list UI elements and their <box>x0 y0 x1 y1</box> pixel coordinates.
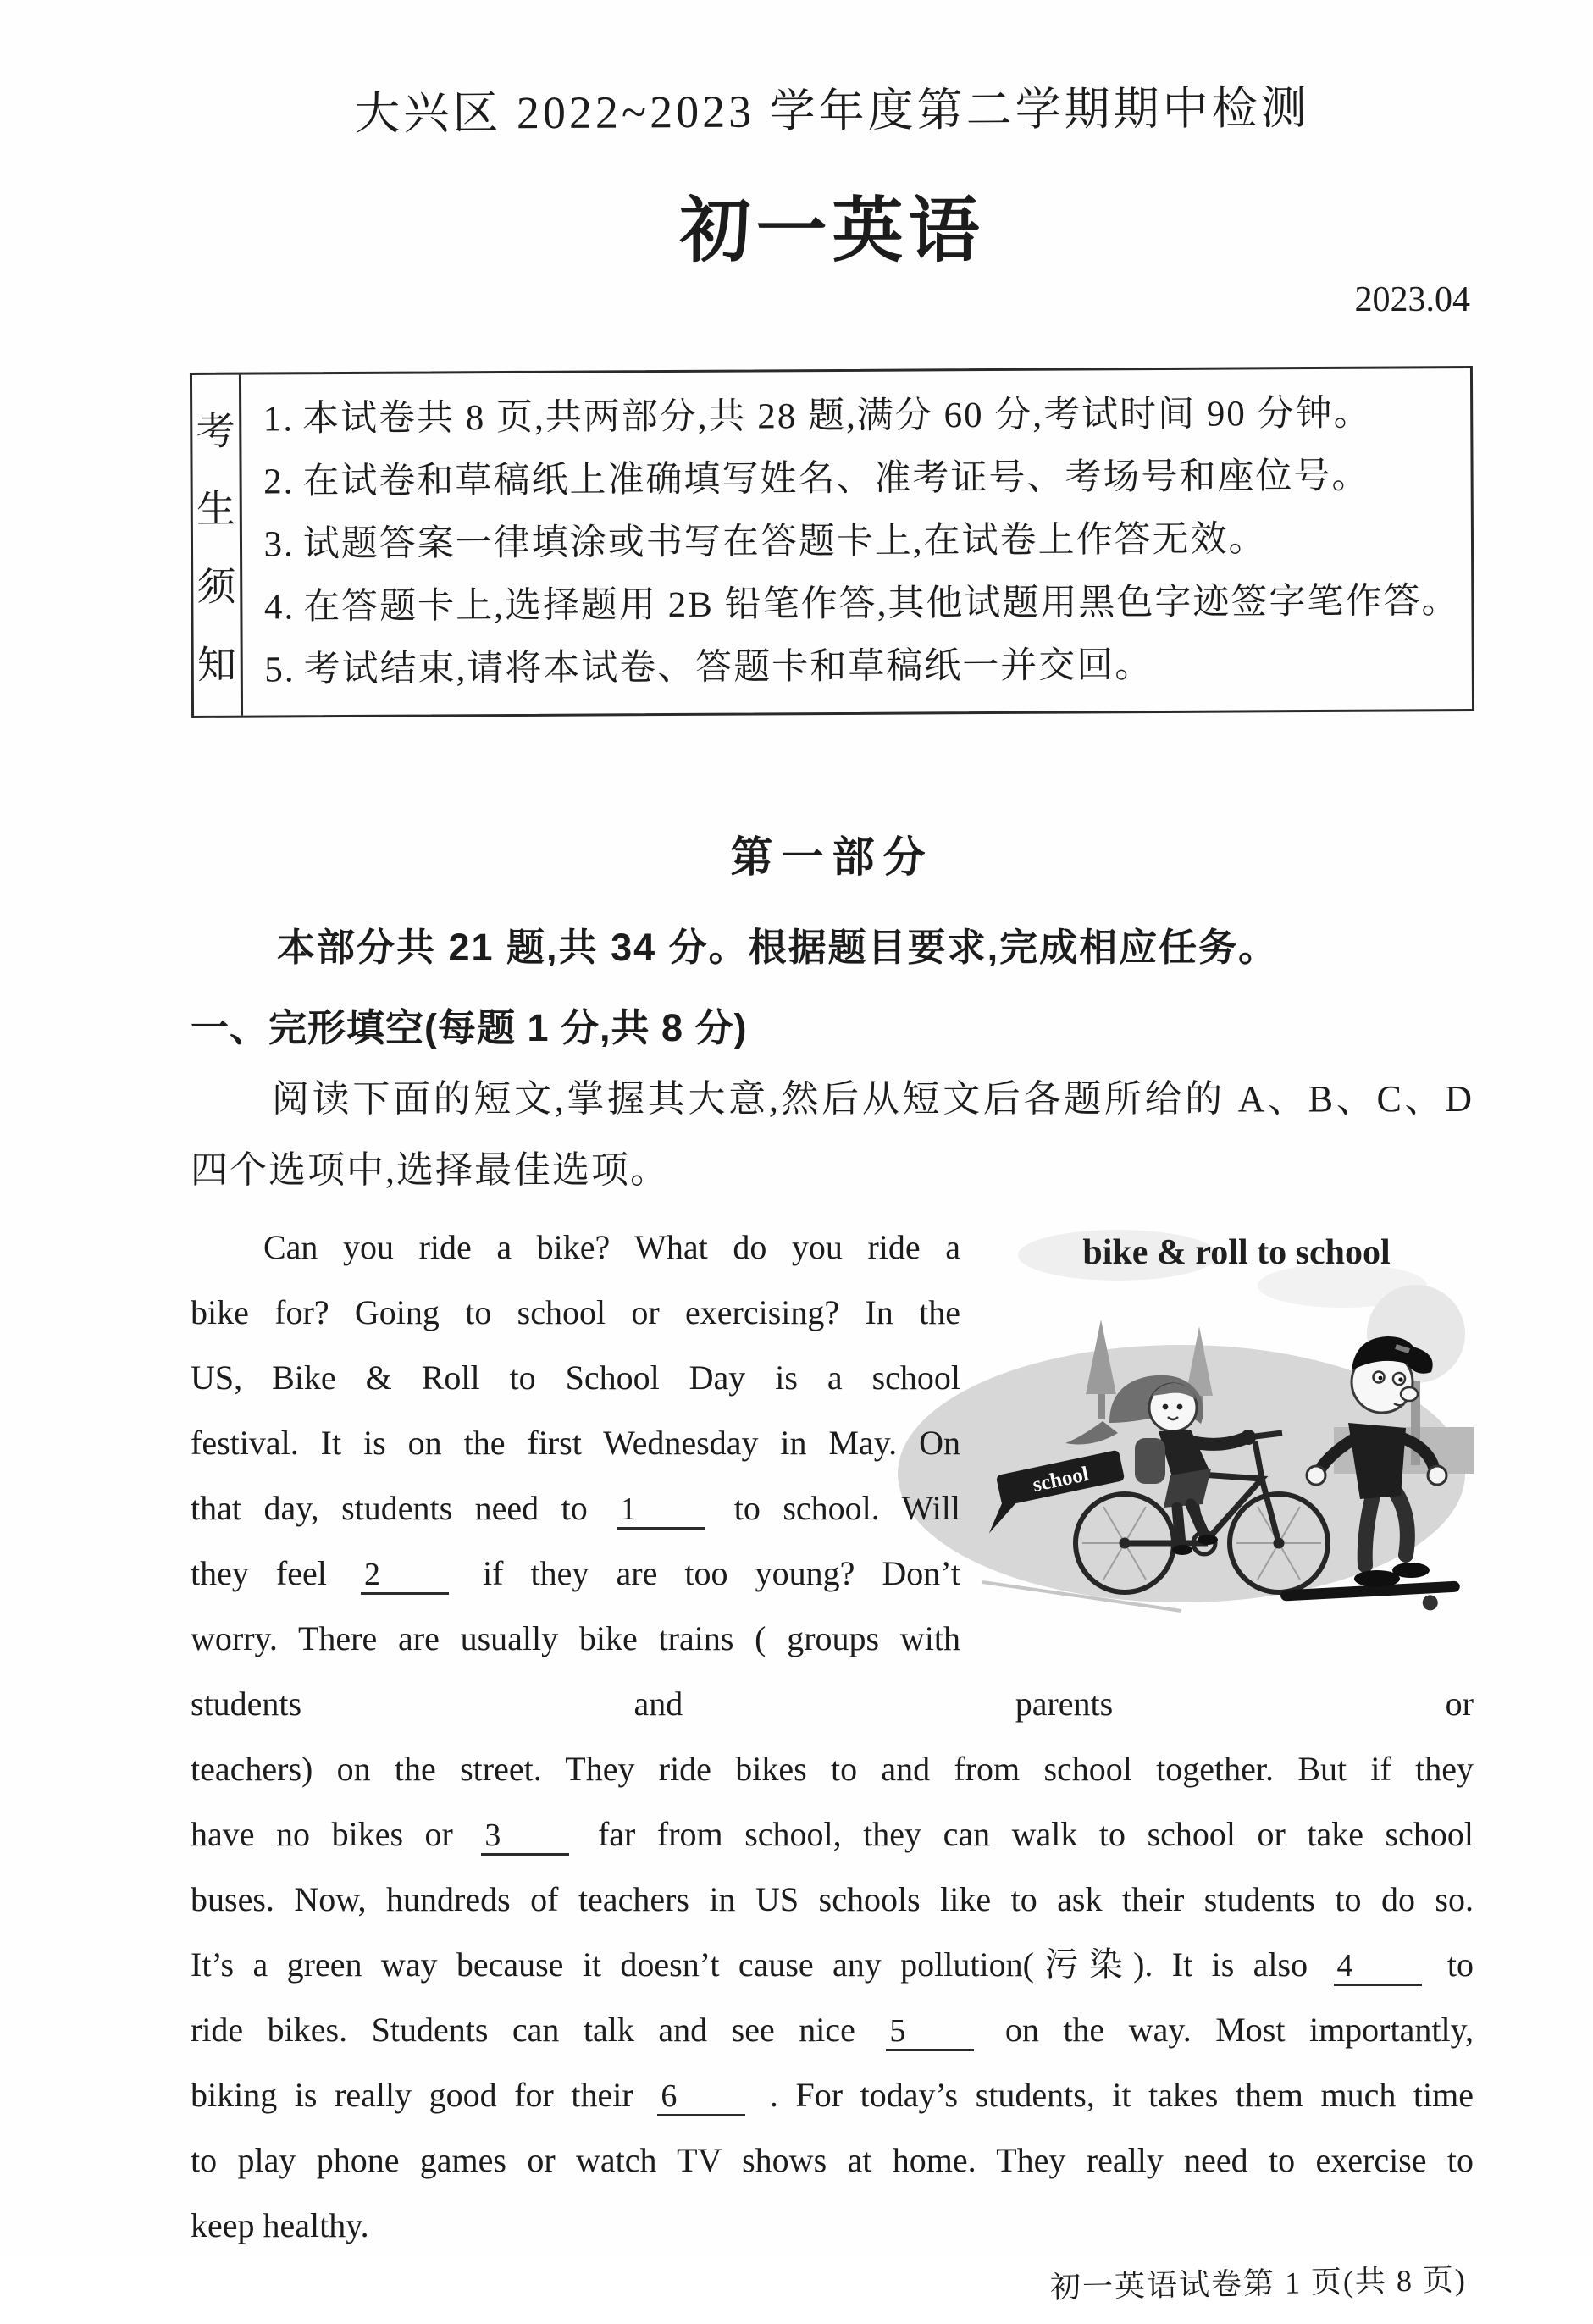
notice-item-list <box>241 368 1473 716</box>
cloze-blank: 5 <box>886 2015 974 2051</box>
passage-line: Can you ride a bike? What do you ride a <box>263 1228 960 1266</box>
notice-item-text: 在试卷和草稿纸上准确填写姓名、准考证号、考场号和座位号。 <box>302 456 1370 502</box>
notice-item-text: 试题答案一律填涂或书写在答题卡上,在试卷上作答无效。 <box>302 519 1267 565</box>
passage-line: biking is really good for their 6 . For today’s students, it takes them much time <box>191 2062 1474 2128</box>
backpack <box>1135 1438 1165 1484</box>
passage-line: teachers) on the street. They ride bikes to and from school together. But if they <box>191 1750 1474 1788</box>
boy-nose <box>1401 1387 1418 1401</box>
boy-pupil <box>1398 1377 1402 1381</box>
passage-line: worry. There are usually bike trains ( groups with students and parents or <box>191 1619 1474 1723</box>
notice-item <box>264 633 1460 701</box>
bike-roll-illustration <box>982 1220 1474 1613</box>
notice-item-text: 在答题卡上,选择题用 2B 铅笔作答,其他试题用黑色字迹签字笔作答。 <box>303 581 1460 628</box>
passage-line: they feel 2 if they are too young? Don’t <box>191 1541 1474 1606</box>
notice-item-number: 5. <box>264 650 296 690</box>
bike-roll-illustration-svg <box>982 1220 1474 1613</box>
notice-item-number: 2. <box>263 462 295 502</box>
passage-line: keep healthy. <box>191 2206 369 2244</box>
notice-side-char: 生 <box>196 487 236 531</box>
notice-side-label <box>192 375 243 716</box>
cloze-instructions: 阅读下面的短文,掌握其大意,然后从短文后各题所给的 A、B、C、D 四个选项中,选择最佳选项。 <box>191 1078 1474 1191</box>
exam-title: 初一英语 <box>679 191 985 270</box>
tree-trunk <box>1098 1394 1105 1419</box>
notice-item <box>263 507 1459 576</box>
notice-side-char: 考 <box>196 409 235 453</box>
boy-leg <box>1365 1492 1374 1565</box>
examinee-notice-box <box>190 366 1474 718</box>
girl-eye <box>1163 1404 1169 1410</box>
school-sign-text: school <box>1031 1462 1091 1497</box>
notice-item-number: 4. <box>263 587 296 628</box>
cloze-blank: 1 <box>617 1493 705 1530</box>
girl-eye <box>1177 1404 1183 1410</box>
girl-hand <box>1241 1430 1256 1445</box>
cloze-blank: 2 <box>361 1558 449 1595</box>
passage-line: have no bikes or 3 far from school, they can walk to school or take school <box>191 1801 1474 1867</box>
footer-page-number: 初一英语试卷第 1 页(共 8 页) <box>1049 2262 1468 2305</box>
passage-line: bike for? Going to school or exercising? In the <box>191 1293 960 1331</box>
boy-hand <box>1428 1466 1446 1485</box>
notice-item-number: 3. <box>263 524 295 565</box>
cloze-blank: 3 <box>481 1819 569 1856</box>
passage-line: to play phone games or watch TV shows at home. They really need to exercise to <box>191 2141 1474 2179</box>
notice-side-char: 须 <box>196 565 236 609</box>
notice-item <box>263 382 1459 451</box>
passage-line: buses. Now, hundreds of teachers in US schools like to ask their students to do so. <box>191 1880 1474 1918</box>
cloze-passage <box>191 1215 1474 2258</box>
girl-leg <box>1177 1508 1181 1545</box>
notice-item <box>264 570 1460 639</box>
page-content <box>191 0 1474 2311</box>
document-header: 大兴区 2022~2023 学年度第二学期期中检测 <box>354 82 1310 140</box>
part-one-heading: 第一部分 <box>730 833 934 881</box>
notice-side-char: 知 <box>196 643 237 687</box>
cloze-blank: 4 <box>1334 1950 1422 1986</box>
passage-line: It’s a green way because it doesn’t cause any pollution(污染). It is also 4 to <box>191 1932 1474 1997</box>
notice-item-number: 1. <box>263 399 295 440</box>
passage-line: festival. It is on the first Wednesday in May. On <box>191 1424 960 1462</box>
illustration-caption: bike & roll to school <box>1082 1233 1391 1272</box>
cloze-section-heading: 一、完形填空(每题 1 分,共 8 分) <box>191 1006 748 1049</box>
cloze-blank: 6 <box>657 2080 745 2116</box>
girl-shoe <box>1172 1545 1192 1555</box>
passage-line: ride bikes. Students can talk and see nice 5 on the way. Most importantly, <box>191 1997 1474 2062</box>
notice-item <box>263 445 1459 513</box>
notice-item-text: 本试卷共 8 页,共两部分,共 28 题,满分 60 分,考试时间 90 分钟。 <box>301 393 1372 440</box>
skateboard-wheel <box>1422 1595 1438 1611</box>
boy-pupil <box>1379 1376 1383 1381</box>
part-one-intro: 本部分共 21 题,共 34 分。根据题目要求,完成相应任务。 <box>277 926 1279 969</box>
girl-arm <box>1189 1439 1243 1444</box>
boy-shoe <box>1354 1570 1400 1587</box>
notice-item-text: 考试结束,请将本试卷、答题卡和草稿纸一并交回。 <box>303 645 1153 690</box>
girl-shoe <box>1198 1535 1218 1545</box>
boy-hand <box>1307 1466 1325 1485</box>
exam-date: 2023.04 <box>1354 280 1470 319</box>
passage-line: US, Bike & Roll to School Day is a school <box>191 1358 960 1397</box>
passage-line: that day, students need to 1 to school. Will <box>191 1475 1474 1541</box>
boy-shoe <box>1392 1563 1430 1578</box>
